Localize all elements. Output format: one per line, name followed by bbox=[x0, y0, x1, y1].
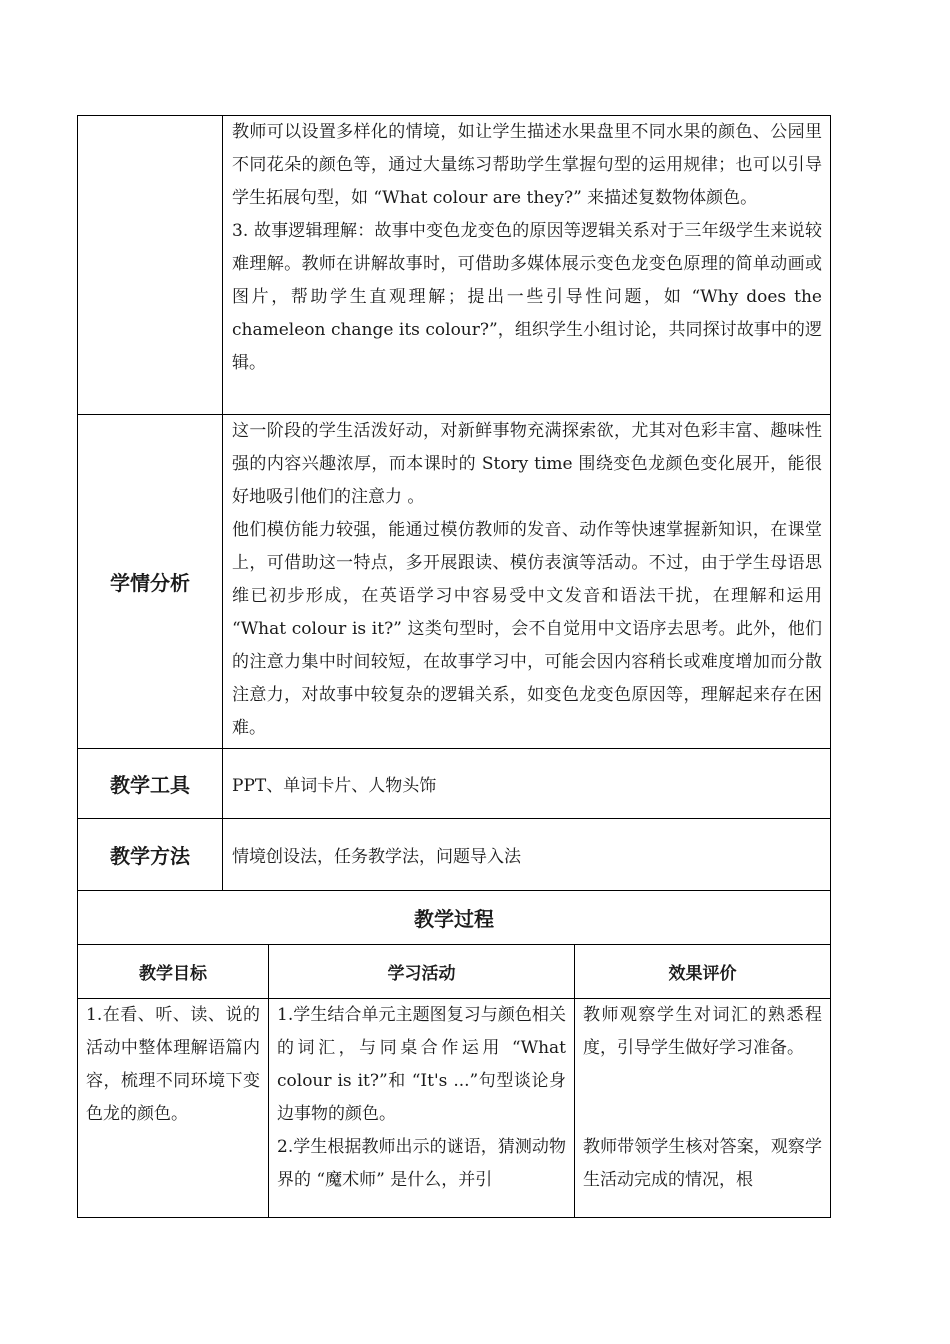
teaching-tools-label: 教学工具 bbox=[78, 749, 223, 819]
empty-label-cell bbox=[78, 116, 223, 415]
process-title: 教学过程 bbox=[78, 891, 831, 945]
process-body-row bbox=[78, 999, 831, 1218]
goal-text: 1.在看、听、读、说的活动中整体理解语篇内容，梳理不同环境下变色龙的颜色。 bbox=[86, 1005, 260, 1124]
header-activities: 学习活动 bbox=[269, 945, 575, 999]
student-analysis-row bbox=[78, 415, 831, 749]
process-header-row bbox=[78, 945, 831, 999]
analysis-paragraph: 这一阶段的学生活泼好动，对新鲜事物充满探索欲，尤其对色彩丰富、趣味性强的内容兴趣浓厚，而本课时的 Story time 围绕变色龙颜色变化展开，能很好地吸引他们的注意力 。 bbox=[232, 421, 822, 507]
difficulty-text-cell bbox=[223, 116, 831, 415]
activity-text: 1.学生结合单元主题图复习与颜色相关的词汇，与同桌合作运用 “What colour is it?”和 “It's ...”句型谈论身边事物的颜色。 bbox=[277, 1005, 566, 1124]
spacer bbox=[583, 1065, 822, 1131]
evaluation-text: 教师带领学生核对答案，观察学生活动完成的情况，根 bbox=[583, 1137, 822, 1190]
process-title-row bbox=[78, 891, 831, 945]
teaching-methods-text: 情境创设法，任务教学法，问题导入法 bbox=[223, 819, 831, 891]
student-analysis-text-cell bbox=[223, 415, 831, 749]
activities-cell bbox=[269, 999, 575, 1218]
teaching-tools-row bbox=[78, 749, 831, 819]
difficulty-paragraph: 教师可以设置多样化的情境，如让学生描述水果盘里不同水果的颜色、公园里不同花朵的颜色等，通过大量练习帮助学生掌握句型的运用规律；也可以引导学生拓展句型，如 “What colour are they?” 来描述复数物体颜色。 bbox=[232, 122, 822, 208]
evaluation-text: 教师观察学生对词汇的熟悉程度，引导学生做好学习准备。 bbox=[583, 1005, 822, 1058]
header-evaluation: 效果评价 bbox=[575, 945, 831, 999]
difficulty-paragraph: 3. 故事逻辑理解：故事中变色龙变色的原因等逻辑关系对于三年级学生来说较难理解。教师在讲解故事时，可借助多媒体展示变色龙变色原理的简单动画或图片，帮助学生直观理解；提出一些引导性问题，如 “Why does the chameleon change its colour?”，组织学生小组讨论，共同探讨故事中的逻辑。 bbox=[232, 221, 822, 373]
goal-cell bbox=[78, 999, 269, 1218]
difficulty-row bbox=[78, 116, 831, 415]
analysis-paragraph: 他们模仿能力较强，能通过模仿教师的发音、动作等快速掌握新知识，在课堂上，可借助这一特点，多开展跟读、模仿表演等活动。不过，由于学生母语思维已初步形成，在英语学习中容易受中文发音和语法干扰，在理解和运用 “What colour is it?” 这类句型时，会不自觉用中文语序去思考。此外，他们的注意力集中时间较短，在故事学习中，可能会因内容稍长或难度增加而分散注意力，对故事中较复杂的逻辑关系，如变色龙变色原因等，理解起来存在困难。 bbox=[232, 520, 822, 738]
activity-text: 2.学生根据教师出示的谜语，猜测动物界的 “魔术师” 是什么，并引 bbox=[277, 1137, 566, 1190]
evaluation-cell bbox=[575, 999, 831, 1218]
student-analysis-label: 学情分析 bbox=[78, 415, 223, 749]
teaching-methods-label: 教学方法 bbox=[78, 819, 223, 891]
teaching-tools-text: PPT、单词卡片、人物头饰 bbox=[223, 749, 831, 819]
header-goal: 教学目标 bbox=[78, 945, 269, 999]
lesson-info-table bbox=[77, 115, 831, 945]
teaching-methods-row bbox=[78, 819, 831, 891]
teaching-process-table bbox=[77, 944, 831, 1218]
